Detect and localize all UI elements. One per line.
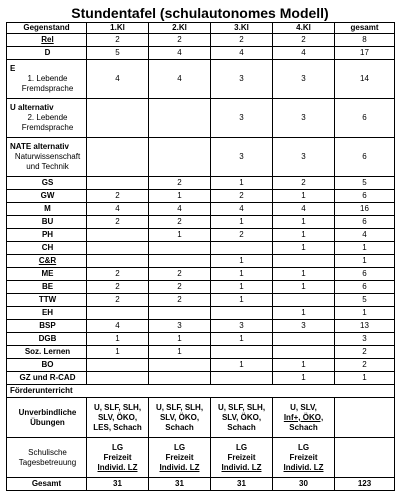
subject-cell — [7, 99, 87, 138]
value-cell: 1 — [211, 333, 273, 346]
value-cell: 1 — [211, 281, 273, 294]
subject-cell — [7, 268, 87, 281]
subject-name: GZ und R-CAD — [19, 373, 76, 382]
subject-cell — [7, 398, 87, 438]
subject-detail: Naturwissenschaft — [14, 152, 81, 161]
value-cell: 3 — [273, 60, 335, 99]
value-cell: 2 — [335, 346, 395, 359]
value-cell — [87, 438, 149, 478]
timetable-body — [7, 23, 395, 491]
value-cell — [87, 307, 149, 320]
table-row — [7, 294, 395, 307]
value-cell: 1 — [335, 307, 395, 320]
total-value: 31 — [211, 478, 273, 491]
value-cell: 1 — [273, 268, 335, 281]
value-cell: 3 — [211, 320, 273, 333]
timetable — [6, 22, 395, 491]
value-line: LG — [173, 442, 186, 452]
value-cell — [211, 307, 273, 320]
subject-name: E — [10, 64, 16, 73]
total-label: Gesamt — [7, 478, 87, 491]
value-line: Individ. LZ — [283, 462, 324, 472]
subject-name: GW — [40, 191, 55, 200]
value-cell: 5 — [87, 47, 149, 60]
total-value: 31 — [87, 478, 149, 491]
value-cell — [87, 138, 149, 177]
table-row — [7, 34, 395, 47]
value-cell: 4 — [149, 47, 211, 60]
value-cell: 3 — [149, 320, 211, 333]
table-row-uebungen — [7, 398, 395, 438]
value-line: Individ. LZ — [97, 462, 138, 472]
value-cell: 2 — [87, 268, 149, 281]
value-cell — [149, 372, 211, 385]
value-cell: 6 — [335, 268, 395, 281]
value-line: Freizeit — [165, 452, 194, 462]
subject-detail: und Technik — [26, 162, 69, 171]
value-cell — [149, 398, 211, 438]
value-line: U, SLV, — [290, 402, 317, 412]
value-cell — [87, 229, 149, 242]
subject-name: EH — [41, 308, 54, 317]
subject-cell — [7, 203, 87, 216]
subject-label-line: Schulische — [28, 447, 67, 457]
value-cell: 2 — [335, 359, 395, 372]
subject-name: DGB — [38, 334, 57, 343]
page-title: Stundentafel (schulautonomes Modell) — [71, 5, 329, 21]
value-cell: 8 — [335, 34, 395, 47]
value-cell — [87, 99, 149, 138]
value-cell: 2 — [211, 190, 273, 203]
subject-cell — [7, 229, 87, 242]
value-cell: 4 — [149, 60, 211, 99]
subject-cell — [7, 320, 87, 333]
value-cell: 4 — [87, 60, 149, 99]
subject-name: GS — [41, 178, 54, 187]
value-cell — [273, 346, 335, 359]
header-cell: 3.Kl — [211, 23, 273, 34]
value-cell — [149, 255, 211, 268]
subject-cell — [7, 34, 87, 47]
table-row — [7, 268, 395, 281]
value-line: LG — [297, 442, 310, 452]
subject-cell — [7, 333, 87, 346]
value-line: Individ. LZ — [159, 462, 200, 472]
value-line: Freizeit — [289, 452, 318, 462]
value-cell: 2 — [149, 34, 211, 47]
value-cell: 1 — [211, 177, 273, 190]
value-cell: 1 — [273, 307, 335, 320]
subject-label-line: Tagesbetreuung — [18, 457, 77, 467]
value-cell — [149, 138, 211, 177]
value-cell — [273, 255, 335, 268]
value-cell — [87, 177, 149, 190]
value-cell: 5 — [335, 294, 395, 307]
value-cell — [149, 307, 211, 320]
table-row — [7, 177, 395, 190]
value-cell: 2 — [149, 216, 211, 229]
subject-cell — [7, 281, 87, 294]
value-cell: 2 — [87, 216, 149, 229]
subject-label-line: Übungen — [30, 417, 65, 427]
value-cell: 1 — [149, 229, 211, 242]
subject-cell — [7, 216, 87, 229]
value-cell — [273, 438, 335, 478]
subject-name: ME — [41, 269, 54, 278]
value-cell: 1 — [335, 255, 395, 268]
value-cell: 1 — [273, 372, 335, 385]
subject-name: D — [44, 48, 51, 57]
value-cell: 4 — [211, 47, 273, 60]
subject-name: TTW — [38, 295, 57, 304]
total-value: 30 — [273, 478, 335, 491]
subject-cell — [7, 438, 87, 478]
subject-detail: Fremdsprache — [21, 84, 74, 93]
value-cell: 16 — [335, 203, 395, 216]
table-row — [7, 190, 395, 203]
value-line: SLV, ÖKO, — [97, 412, 138, 422]
value-cell: 1 — [335, 242, 395, 255]
value-cell — [211, 398, 273, 438]
value-cell — [87, 359, 149, 372]
value-line: Schach — [227, 422, 256, 432]
value-cell — [335, 438, 395, 478]
subject-name: BO — [41, 360, 54, 369]
value-line: U, SLF, SLH, — [155, 402, 204, 412]
table-row — [7, 281, 395, 294]
table-row — [7, 138, 395, 177]
value-cell: 4 — [335, 229, 395, 242]
subject-cell — [7, 242, 87, 255]
value-cell: 1 — [273, 190, 335, 203]
subject-cell: Förderunterricht — [7, 385, 395, 398]
value-cell: 1 — [211, 268, 273, 281]
page — [6, 4, 394, 491]
table-row — [7, 320, 395, 333]
value-cell — [149, 438, 211, 478]
value-cell: 5 — [335, 177, 395, 190]
value-line: U, SLF, SLH, — [93, 402, 142, 412]
value-line: LG — [235, 442, 248, 452]
value-cell: 3 — [211, 138, 273, 177]
table-row — [7, 255, 395, 268]
value-cell: 1 — [273, 229, 335, 242]
value-cell: 2 — [87, 190, 149, 203]
value-cell: 1 — [149, 333, 211, 346]
subject-name: BE — [41, 282, 54, 291]
value-cell — [149, 99, 211, 138]
value-cell: 4 — [273, 203, 335, 216]
value-cell: 2 — [87, 294, 149, 307]
table-row — [7, 333, 395, 346]
table-row-betreuung — [7, 438, 395, 478]
subject-name: M — [44, 204, 51, 213]
value-cell — [87, 372, 149, 385]
value-line: LES, Schach — [93, 422, 142, 432]
value-cell: 3 — [273, 320, 335, 333]
header-cell: 4.Kl — [273, 23, 335, 34]
subject-cell — [7, 60, 87, 99]
value-cell: 2 — [273, 177, 335, 190]
table-row — [7, 346, 395, 359]
subject-name: Soz. Lernen — [24, 347, 71, 356]
header-cell: gesamt — [335, 23, 395, 34]
subject-cell — [7, 190, 87, 203]
table-row — [7, 216, 395, 229]
value-line: LG — [111, 442, 124, 452]
value-cell: 1 — [211, 255, 273, 268]
value-cell: 6 — [335, 138, 395, 177]
subject-name: C&R — [38, 256, 57, 265]
value-line: Freizeit — [103, 452, 132, 462]
table-row — [7, 47, 395, 60]
value-cell — [211, 372, 273, 385]
value-cell: 3 — [273, 99, 335, 138]
subject-cell — [7, 307, 87, 320]
value-cell: 6 — [335, 216, 395, 229]
table-row — [7, 203, 395, 216]
header-cell: Gegenstand — [7, 23, 87, 34]
value-cell: 4 — [211, 203, 273, 216]
value-line: SLV, ÖKO, — [221, 412, 262, 422]
value-cell: 4 — [273, 47, 335, 60]
value-cell — [335, 398, 395, 438]
subject-name: BU — [41, 217, 54, 226]
subject-cell — [7, 294, 87, 307]
subject-name: BSP — [39, 321, 56, 330]
value-cell: 2 — [149, 177, 211, 190]
header-row — [7, 23, 395, 34]
table-row — [7, 372, 395, 385]
table-row-foerderunterricht — [7, 385, 395, 398]
header-cell: 1.Kl — [87, 23, 149, 34]
value-cell: 2 — [149, 281, 211, 294]
value-cell — [87, 398, 149, 438]
value-cell: 3 — [211, 60, 273, 99]
value-cell: 3 — [335, 333, 395, 346]
value-cell — [87, 242, 149, 255]
total-value: 31 — [149, 478, 211, 491]
value-line: Schach — [289, 422, 318, 432]
value-cell: 6 — [335, 99, 395, 138]
value-cell: 1 — [335, 372, 395, 385]
header-cell: 2.Kl — [149, 23, 211, 34]
table-row — [7, 359, 395, 372]
value-cell: 1 — [87, 346, 149, 359]
value-cell: 17 — [335, 47, 395, 60]
value-cell: 2 — [211, 229, 273, 242]
subject-name: NATE alternativ — [10, 142, 69, 151]
subject-detail: 1. Lebende — [27, 74, 68, 83]
value-cell: 13 — [335, 320, 395, 333]
value-cell: 1 — [211, 216, 273, 229]
value-line: Inf+, ÖKO, — [283, 412, 324, 422]
value-cell: 2 — [149, 268, 211, 281]
table-row — [7, 99, 395, 138]
value-cell: 1 — [273, 359, 335, 372]
value-cell: 4 — [149, 203, 211, 216]
subject-cell — [7, 138, 87, 177]
value-cell: 14 — [335, 60, 395, 99]
value-cell — [211, 242, 273, 255]
value-line: Schach — [165, 422, 194, 432]
value-cell — [211, 346, 273, 359]
value-cell: 1 — [87, 333, 149, 346]
value-cell: 1 — [273, 216, 335, 229]
value-cell — [149, 359, 211, 372]
total-row — [7, 478, 395, 491]
value-line: Individ. LZ — [221, 462, 262, 472]
value-cell: 6 — [335, 190, 395, 203]
value-cell: 1 — [149, 346, 211, 359]
subject-cell — [7, 255, 87, 268]
value-cell: 1 — [149, 190, 211, 203]
value-cell — [87, 255, 149, 268]
value-line: Freizeit — [227, 452, 256, 462]
subject-cell — [7, 372, 87, 385]
subject-label-line: Unverbindliche — [18, 407, 77, 417]
table-row — [7, 242, 395, 255]
subject-name: Rel — [41, 35, 54, 44]
table-row — [7, 307, 395, 320]
value-cell: 4 — [87, 320, 149, 333]
value-cell: 4 — [87, 203, 149, 216]
value-cell: 1 — [273, 242, 335, 255]
value-cell — [273, 398, 335, 438]
subject-name: CH — [41, 243, 54, 252]
value-cell — [273, 333, 335, 346]
value-cell — [273, 294, 335, 307]
subject-cell — [7, 359, 87, 372]
value-cell: 2 — [211, 34, 273, 47]
subject-name: PH — [41, 230, 54, 239]
value-cell: 6 — [335, 281, 395, 294]
table-row — [7, 60, 395, 99]
value-cell: 1 — [211, 359, 273, 372]
table-row — [7, 229, 395, 242]
value-cell: 2 — [149, 294, 211, 307]
value-line: SLV, ÖKO, — [159, 412, 200, 422]
value-cell: 2 — [87, 281, 149, 294]
value-cell: 1 — [211, 294, 273, 307]
value-cell: 2 — [87, 34, 149, 47]
subject-cell — [7, 346, 87, 359]
value-cell — [211, 438, 273, 478]
value-cell: 2 — [273, 34, 335, 47]
value-line: U, SLF, SLH, — [217, 402, 266, 412]
value-cell: 3 — [273, 138, 335, 177]
value-cell: 3 — [211, 99, 273, 138]
value-cell: 1 — [273, 281, 335, 294]
total-value: 123 — [335, 478, 395, 491]
value-cell — [149, 242, 211, 255]
subject-detail: Fremdsprache — [21, 123, 74, 132]
subject-cell — [7, 177, 87, 190]
subject-cell — [7, 47, 87, 60]
subject-name: U alternativ — [10, 103, 54, 112]
subject-detail: 2. Lebende — [27, 113, 68, 122]
